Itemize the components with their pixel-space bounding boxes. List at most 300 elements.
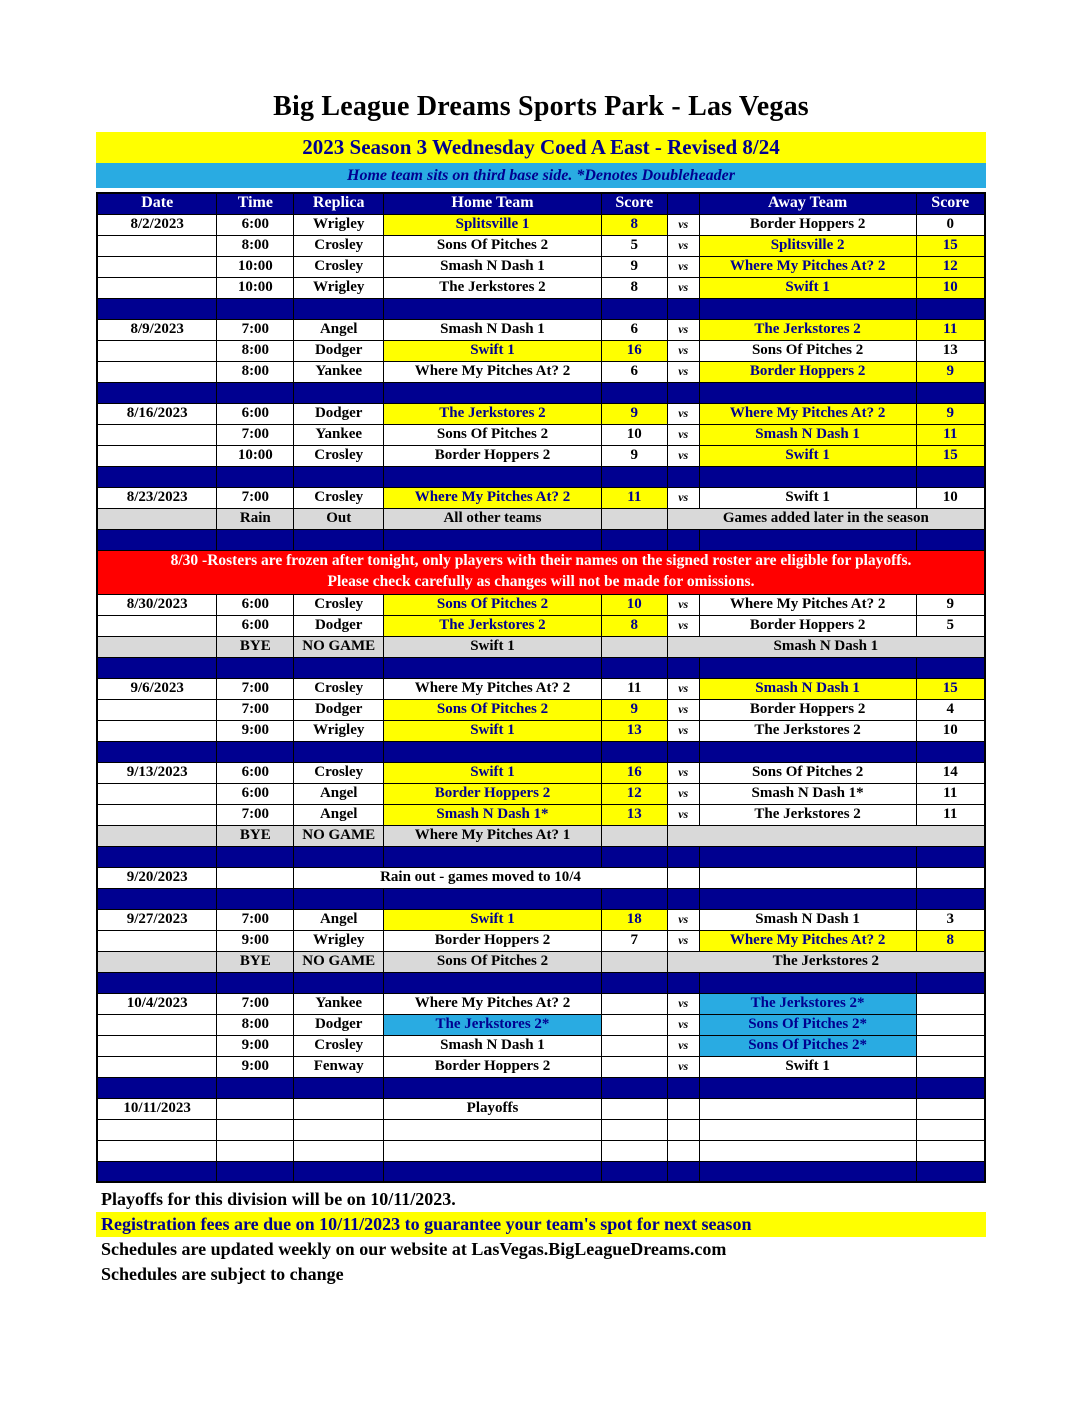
spacer-row bbox=[97, 888, 985, 909]
spacer-cell bbox=[384, 382, 602, 403]
game-row bbox=[97, 615, 985, 636]
home-team-cell: Swift 1 bbox=[384, 762, 602, 783]
date-cell bbox=[97, 235, 217, 256]
spacer-cell bbox=[97, 888, 217, 909]
spacer-cell bbox=[601, 888, 667, 909]
game-row bbox=[97, 235, 985, 256]
home-team-cell: Border Hoppers 2 bbox=[384, 1056, 602, 1077]
spacer-cell bbox=[294, 1161, 384, 1182]
home-score-cell: 9 bbox=[601, 256, 667, 277]
spacer-cell bbox=[699, 846, 916, 867]
vs-cell: vs bbox=[667, 1014, 699, 1035]
away-team-cell: Border Hoppers 2 bbox=[699, 615, 916, 636]
date-cell: 8/30/2023 bbox=[97, 594, 217, 615]
away-score-cell: 14 bbox=[916, 762, 985, 783]
vs-cell: vs bbox=[667, 1056, 699, 1077]
time-cell: 9:00 bbox=[217, 1035, 294, 1056]
spacer-cell bbox=[667, 657, 699, 678]
vs-cell: vs bbox=[667, 235, 699, 256]
spacer-cell bbox=[699, 1161, 916, 1182]
vs-cell: vs bbox=[667, 361, 699, 382]
home-score-cell: 11 bbox=[601, 487, 667, 508]
date-cell bbox=[97, 615, 217, 636]
spacer-cell bbox=[384, 1161, 602, 1182]
vs-cell: vs bbox=[667, 909, 699, 930]
game-row bbox=[97, 699, 985, 720]
away-score-cell: 15 bbox=[916, 445, 985, 466]
home-score-cell: 6 bbox=[601, 319, 667, 340]
away-score-cell bbox=[916, 1098, 985, 1119]
away-team-cell: Swift 1 bbox=[699, 1056, 916, 1077]
date-cell bbox=[97, 1035, 217, 1056]
date-cell bbox=[97, 340, 217, 361]
spacer-cell bbox=[601, 1161, 667, 1182]
replica-cell: Angel bbox=[294, 783, 384, 804]
spacer-cell bbox=[97, 529, 217, 550]
label-row bbox=[97, 1098, 985, 1119]
spacer-cell bbox=[217, 1161, 294, 1182]
spacer-cell bbox=[601, 529, 667, 550]
home-team-cell: Splitsville 1 bbox=[384, 214, 602, 235]
home-team-cell: Smash N Dash 1* bbox=[384, 804, 602, 825]
away-team-cell: Sons Of Pitches 2* bbox=[699, 1014, 916, 1035]
spacer-row bbox=[97, 657, 985, 678]
vs-cell: vs bbox=[667, 993, 699, 1014]
spacer-row bbox=[97, 846, 985, 867]
date-cell: 9/27/2023 bbox=[97, 909, 217, 930]
away-score-cell: 9 bbox=[916, 361, 985, 382]
spacer-cell bbox=[294, 298, 384, 319]
spacer-cell bbox=[916, 1161, 985, 1182]
away-team-cell: Splitsville 2 bbox=[699, 235, 916, 256]
spacer-cell bbox=[384, 466, 602, 487]
away-score-cell: 12 bbox=[916, 256, 985, 277]
game-row bbox=[97, 1035, 985, 1056]
away-team-cell: Where My Pitches At? 2 bbox=[699, 930, 916, 951]
blank-row bbox=[97, 1140, 985, 1161]
date-cell bbox=[97, 361, 217, 382]
spacer-cell bbox=[384, 298, 602, 319]
away-score-cell: 3 bbox=[916, 909, 985, 930]
away-score-cell: 11 bbox=[916, 319, 985, 340]
vs-cell: vs bbox=[667, 445, 699, 466]
away-team-cell: Border Hoppers 2 bbox=[699, 214, 916, 235]
spacer-cell bbox=[601, 298, 667, 319]
spacer-cell bbox=[916, 466, 985, 487]
home-team-cell: The Jerkstores 2 bbox=[384, 615, 602, 636]
date-cell bbox=[97, 783, 217, 804]
away-team-cell: The Jerkstores 2 bbox=[667, 951, 985, 972]
spacer-cell bbox=[97, 741, 217, 762]
home-score-cell bbox=[601, 1035, 667, 1056]
time-cell: 7:00 bbox=[217, 699, 294, 720]
home-score-cell bbox=[601, 1098, 667, 1119]
home-team-cell: Swift 1 bbox=[384, 720, 602, 741]
date-cell bbox=[97, 424, 217, 445]
vs-cell: vs bbox=[667, 214, 699, 235]
spacer-cell bbox=[294, 529, 384, 550]
spacer-cell bbox=[601, 1077, 667, 1098]
away-team-cell bbox=[667, 825, 985, 846]
date-cell: 8/23/2023 bbox=[97, 487, 217, 508]
blank-cell bbox=[699, 1140, 916, 1161]
away-team-cell: Sons Of Pitches 2* bbox=[699, 1035, 916, 1056]
replica-cell: Angel bbox=[294, 804, 384, 825]
footer-registration-note: Registration fees are due on 10/11/2023 to guarantee your team's spot for next season bbox=[96, 1212, 986, 1237]
blank-cell bbox=[384, 1140, 602, 1161]
spacer-cell bbox=[217, 888, 294, 909]
footer-subject-to-change-note: Schedules are subject to change bbox=[101, 1264, 344, 1284]
home-score-cell: 5 bbox=[601, 235, 667, 256]
vs-cell: vs bbox=[667, 615, 699, 636]
vs-cell: vs bbox=[667, 340, 699, 361]
date-cell: 9/6/2023 bbox=[97, 678, 217, 699]
home-team-cell: Where My Pitches At? 2 bbox=[384, 361, 602, 382]
header-away-team: Away Team bbox=[699, 193, 916, 214]
vs-cell: vs bbox=[667, 277, 699, 298]
spacer-row bbox=[97, 741, 985, 762]
vs-cell bbox=[667, 1098, 699, 1119]
spacer-cell bbox=[384, 529, 602, 550]
game-row bbox=[97, 214, 985, 235]
replica-cell: Crosley bbox=[294, 678, 384, 699]
date-cell: 9/13/2023 bbox=[97, 762, 217, 783]
home-score-cell: 12 bbox=[601, 783, 667, 804]
game-row bbox=[97, 445, 985, 466]
time-cell: BYE bbox=[217, 636, 294, 657]
home-score-cell bbox=[601, 636, 667, 657]
spacer-row bbox=[97, 382, 985, 403]
spacer-cell bbox=[601, 657, 667, 678]
spacer-cell bbox=[217, 846, 294, 867]
home-team-cell: Where My Pitches At? 2 bbox=[384, 993, 602, 1014]
home-team-cell: The Jerkstores 2* bbox=[384, 1014, 602, 1035]
blank-row bbox=[97, 1119, 985, 1140]
away-team-cell: Where My Pitches At? 2 bbox=[699, 594, 916, 615]
away-score-cell bbox=[916, 1035, 985, 1056]
date-cell bbox=[97, 699, 217, 720]
time-cell: BYE bbox=[217, 951, 294, 972]
home-score-cell: 10 bbox=[601, 594, 667, 615]
spacer-cell bbox=[667, 466, 699, 487]
spacer-cell bbox=[667, 1161, 699, 1182]
blank-cell bbox=[916, 1140, 985, 1161]
game-row bbox=[97, 340, 985, 361]
header-replica: Replica bbox=[294, 193, 384, 214]
away-team-cell: Games added later in the season bbox=[667, 508, 985, 529]
spacer-cell bbox=[217, 741, 294, 762]
date-cell bbox=[97, 256, 217, 277]
vs-cell: vs bbox=[667, 930, 699, 951]
time-cell: 10:00 bbox=[217, 277, 294, 298]
home-score-cell bbox=[601, 1014, 667, 1035]
spacer-cell bbox=[667, 846, 699, 867]
blank-cell bbox=[699, 1119, 916, 1140]
spacer-cell bbox=[699, 657, 916, 678]
home-score-cell: 18 bbox=[601, 909, 667, 930]
header-away-score: Score bbox=[916, 193, 985, 214]
spacer-cell bbox=[667, 1077, 699, 1098]
home-score-cell bbox=[601, 951, 667, 972]
away-score-cell: 13 bbox=[916, 340, 985, 361]
page-title: Big League Dreams Sports Park - Las Vegas bbox=[273, 91, 809, 122]
home-score-cell bbox=[601, 825, 667, 846]
spacer-cell bbox=[217, 382, 294, 403]
date-cell: 8/16/2023 bbox=[97, 403, 217, 424]
home-score-cell: 9 bbox=[601, 699, 667, 720]
date-cell bbox=[97, 445, 217, 466]
date-cell bbox=[97, 720, 217, 741]
home-team-cell: Where My Pitches At? 2 bbox=[384, 487, 602, 508]
blank-cell bbox=[97, 1119, 217, 1140]
spacer-row bbox=[97, 466, 985, 487]
replica-cell: Yankee bbox=[294, 993, 384, 1014]
gray-row bbox=[97, 825, 985, 846]
home-team-cell: Swift 1 bbox=[384, 636, 602, 657]
away-team-cell: Smash N Dash 1 bbox=[667, 636, 985, 657]
away-score-cell: 15 bbox=[916, 678, 985, 699]
header-row bbox=[97, 193, 985, 214]
away-team-cell: Where My Pitches At? 2 bbox=[699, 403, 916, 424]
spacer-cell bbox=[601, 846, 667, 867]
footer bbox=[96, 1187, 986, 1287]
replica-cell: Dodger bbox=[294, 699, 384, 720]
home-team-cell: Playoffs bbox=[384, 1098, 602, 1119]
schedule-table bbox=[96, 192, 986, 1183]
replica-cell: Crosley bbox=[294, 445, 384, 466]
away-score-cell: 4 bbox=[916, 699, 985, 720]
blank-cell bbox=[217, 1140, 294, 1161]
home-team-cell: Sons Of Pitches 2 bbox=[384, 424, 602, 445]
spacer-cell bbox=[916, 298, 985, 319]
away-score-cell: 11 bbox=[916, 424, 985, 445]
date-cell: 8/2/2023 bbox=[97, 214, 217, 235]
header-time: Time bbox=[217, 193, 294, 214]
spacer-cell bbox=[699, 466, 916, 487]
spacer-cell bbox=[916, 529, 985, 550]
spacer-cell bbox=[916, 972, 985, 993]
away-team-cell bbox=[699, 867, 916, 888]
game-row bbox=[97, 1056, 985, 1077]
time-cell: 6:00 bbox=[217, 214, 294, 235]
away-team-cell: Border Hoppers 2 bbox=[699, 361, 916, 382]
spacer-cell bbox=[97, 298, 217, 319]
note-row bbox=[97, 867, 985, 888]
away-team-cell: Where My Pitches At? 2 bbox=[699, 256, 916, 277]
time-cell: 7:00 bbox=[217, 424, 294, 445]
away-score-cell: 15 bbox=[916, 235, 985, 256]
date-cell bbox=[97, 1014, 217, 1035]
blank-cell bbox=[601, 1140, 667, 1161]
spacer-cell bbox=[217, 466, 294, 487]
home-score-cell: 8 bbox=[601, 214, 667, 235]
home-team-cell: Sons Of Pitches 2 bbox=[384, 699, 602, 720]
game-row bbox=[97, 277, 985, 298]
time-cell: 9:00 bbox=[217, 1056, 294, 1077]
time-cell: 7:00 bbox=[217, 909, 294, 930]
date-cell bbox=[97, 636, 217, 657]
spacer-cell bbox=[294, 888, 384, 909]
schedule-body bbox=[97, 214, 985, 1182]
spacer-cell bbox=[294, 657, 384, 678]
spacer-cell bbox=[916, 382, 985, 403]
spacer-cell bbox=[916, 657, 985, 678]
home-team-cell: Border Hoppers 2 bbox=[384, 930, 602, 951]
home-team-cell: Where My Pitches At? 1 bbox=[384, 825, 602, 846]
spacer-cell bbox=[217, 657, 294, 678]
spacer-cell bbox=[699, 382, 916, 403]
home-team-cell: Smash N Dash 1 bbox=[384, 319, 602, 340]
game-row bbox=[97, 424, 985, 445]
away-score-cell bbox=[916, 993, 985, 1014]
date-cell bbox=[97, 951, 217, 972]
away-team-cell: Border Hoppers 2 bbox=[699, 699, 916, 720]
spacer-cell bbox=[384, 741, 602, 762]
vs-cell bbox=[667, 867, 699, 888]
vs-cell: vs bbox=[667, 256, 699, 277]
away-score-cell bbox=[916, 1014, 985, 1035]
time-cell: 9:00 bbox=[217, 930, 294, 951]
replica-cell bbox=[294, 1098, 384, 1119]
away-score-cell: 0 bbox=[916, 214, 985, 235]
spacer-cell bbox=[667, 529, 699, 550]
home-score-cell: 10 bbox=[601, 424, 667, 445]
replica-cell: Crosley bbox=[294, 487, 384, 508]
game-row bbox=[97, 487, 985, 508]
header-home-team: Home Team bbox=[384, 193, 602, 214]
header-vs bbox=[667, 193, 699, 214]
home-score-cell: 11 bbox=[601, 678, 667, 699]
game-row bbox=[97, 783, 985, 804]
footer-playoffs-note: Playoffs for this division will be on 10/11/2023. bbox=[101, 1189, 456, 1209]
spacer-cell bbox=[97, 846, 217, 867]
time-cell: 7:00 bbox=[217, 487, 294, 508]
schedule-page bbox=[96, 90, 986, 1287]
away-score-cell: 5 bbox=[916, 615, 985, 636]
time-cell: 8:00 bbox=[217, 235, 294, 256]
header-home-score: Score bbox=[601, 193, 667, 214]
home-score-cell bbox=[601, 1056, 667, 1077]
home-team-cell: Smash N Dash 1 bbox=[384, 1035, 602, 1056]
blank-cell bbox=[217, 1119, 294, 1140]
game-row bbox=[97, 930, 985, 951]
home-team-cell: Smash N Dash 1 bbox=[384, 256, 602, 277]
away-team-cell: The Jerkstores 2* bbox=[699, 993, 916, 1014]
vs-cell: vs bbox=[667, 720, 699, 741]
spacer-cell bbox=[97, 1077, 217, 1098]
spacer-cell bbox=[916, 888, 985, 909]
game-row bbox=[97, 1014, 985, 1035]
date-cell: 10/4/2023 bbox=[97, 993, 217, 1014]
spacer-cell bbox=[294, 382, 384, 403]
vs-cell: vs bbox=[667, 594, 699, 615]
time-cell: 9:00 bbox=[217, 720, 294, 741]
time-cell bbox=[217, 1098, 294, 1119]
spacer-cell bbox=[384, 888, 602, 909]
spacer-cell bbox=[97, 657, 217, 678]
spacer-cell bbox=[217, 298, 294, 319]
date-cell bbox=[97, 930, 217, 951]
date-cell bbox=[97, 1056, 217, 1077]
home-score-cell: 16 bbox=[601, 762, 667, 783]
away-score-cell bbox=[916, 1056, 985, 1077]
game-row bbox=[97, 804, 985, 825]
time-cell: 6:00 bbox=[217, 594, 294, 615]
spacer-cell bbox=[601, 972, 667, 993]
vs-cell: vs bbox=[667, 783, 699, 804]
replica-cell: Wrigley bbox=[294, 214, 384, 235]
replica-cell: Crosley bbox=[294, 1035, 384, 1056]
away-score-cell: 8 bbox=[916, 930, 985, 951]
game-row bbox=[97, 256, 985, 277]
game-row bbox=[97, 720, 985, 741]
replica-cell: Yankee bbox=[294, 361, 384, 382]
spacer-cell bbox=[97, 972, 217, 993]
spacer-cell bbox=[667, 382, 699, 403]
spacer-cell bbox=[384, 846, 602, 867]
home-score-cell: 7 bbox=[601, 930, 667, 951]
replica-cell: Crosley bbox=[294, 235, 384, 256]
away-team-cell: Smash N Dash 1 bbox=[699, 424, 916, 445]
spacer-cell bbox=[294, 741, 384, 762]
away-score-cell: 9 bbox=[916, 594, 985, 615]
blank-cell bbox=[384, 1119, 602, 1140]
header-date: Date bbox=[97, 193, 217, 214]
away-score-cell: 11 bbox=[916, 804, 985, 825]
replica-cell: Fenway bbox=[294, 1056, 384, 1077]
away-team-cell: Smash N Dash 1 bbox=[699, 678, 916, 699]
home-team-cell: Sons Of Pitches 2 bbox=[384, 594, 602, 615]
spacer-cell bbox=[294, 972, 384, 993]
home-team-cell: Where My Pitches At? 2 bbox=[384, 678, 602, 699]
time-cell bbox=[217, 867, 294, 888]
spacer-cell bbox=[667, 972, 699, 993]
vs-cell: vs bbox=[667, 678, 699, 699]
time-cell: 6:00 bbox=[217, 762, 294, 783]
away-team-cell: The Jerkstores 2 bbox=[699, 804, 916, 825]
game-row bbox=[97, 361, 985, 382]
vs-cell: vs bbox=[667, 762, 699, 783]
away-score-cell: 10 bbox=[916, 487, 985, 508]
time-cell: 7:00 bbox=[217, 993, 294, 1014]
away-team-cell: Sons Of Pitches 2 bbox=[699, 762, 916, 783]
roster-freeze-banner: 8/30 -Rosters are frozen after tonight, only players with their names on the signed roster are eligible for playoffs. Please check carefully as changes will not be made for omissions. bbox=[97, 550, 985, 594]
time-cell: 8:00 bbox=[217, 340, 294, 361]
game-row bbox=[97, 594, 985, 615]
away-team-cell: Swift 1 bbox=[699, 487, 916, 508]
season-banner: 2023 Season 3 Wednesday Coed A East - Revised 8/24 bbox=[96, 132, 986, 163]
game-row bbox=[97, 678, 985, 699]
game-row bbox=[97, 993, 985, 1014]
away-team-cell: Swift 1 bbox=[699, 277, 916, 298]
note-cell: Rain out - games moved to 10/4 bbox=[294, 867, 667, 888]
spacer-cell bbox=[699, 888, 916, 909]
replica-cell: Dodger bbox=[294, 615, 384, 636]
blank-cell bbox=[667, 1140, 699, 1161]
spacer-cell bbox=[667, 741, 699, 762]
time-cell: 10:00 bbox=[217, 445, 294, 466]
vs-cell: vs bbox=[667, 487, 699, 508]
home-score-cell bbox=[601, 508, 667, 529]
time-cell: 8:00 bbox=[217, 361, 294, 382]
blank-cell bbox=[667, 1119, 699, 1140]
home-score-cell: 6 bbox=[601, 361, 667, 382]
vs-cell: vs bbox=[667, 403, 699, 424]
spacer-cell bbox=[97, 382, 217, 403]
game-row bbox=[97, 319, 985, 340]
vs-cell: vs bbox=[667, 319, 699, 340]
spacer-cell bbox=[217, 529, 294, 550]
